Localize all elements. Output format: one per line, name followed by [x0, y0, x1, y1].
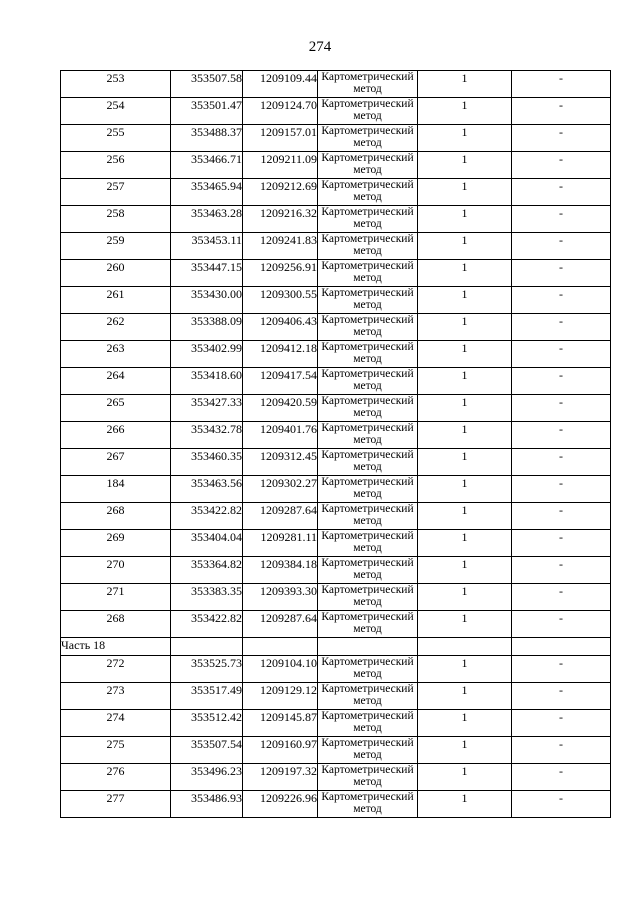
table-row	[61, 287, 611, 314]
table-row	[61, 206, 611, 233]
description-cell: -	[512, 206, 611, 233]
table-row	[61, 530, 611, 557]
description-cell: -	[512, 233, 611, 260]
x-coordinate-cell: 353465.94	[171, 179, 243, 206]
description-cell: -	[512, 764, 611, 791]
y-coordinate-cell: 1209412.18	[243, 341, 318, 368]
accuracy-cell: 1	[418, 98, 512, 125]
coordinates-table-body	[61, 71, 611, 818]
table-row	[61, 71, 611, 98]
y-coordinate-cell: 1209109.44	[243, 71, 318, 98]
method-cell: Картометрический метод	[318, 584, 418, 611]
section-label: Часть 18	[61, 638, 171, 656]
table-row	[61, 341, 611, 368]
y-coordinate-cell: 1209281.11	[243, 530, 318, 557]
description-cell: -	[512, 656, 611, 683]
y-coordinate-cell: 1209401.76	[243, 422, 318, 449]
description-cell: -	[512, 314, 611, 341]
point-number-cell: 274	[61, 710, 171, 737]
accuracy-cell: 1	[418, 503, 512, 530]
accuracy-cell: 1	[418, 449, 512, 476]
x-coordinate-cell: 353507.54	[171, 737, 243, 764]
point-number-cell: 256	[61, 152, 171, 179]
x-coordinate-cell: 353453.11	[171, 233, 243, 260]
y-coordinate-cell: 1209406.43	[243, 314, 318, 341]
description-cell: -	[512, 710, 611, 737]
table-row	[61, 368, 611, 395]
accuracy-cell: 1	[418, 341, 512, 368]
description-cell: -	[512, 260, 611, 287]
method-cell: Картометрический метод	[318, 791, 418, 818]
table-row	[61, 557, 611, 584]
x-coordinate-cell: 353496.23	[171, 764, 243, 791]
accuracy-cell: 1	[418, 152, 512, 179]
x-coordinate-cell: 353517.49	[171, 683, 243, 710]
x-coordinate-cell: 353432.78	[171, 422, 243, 449]
empty-cell	[418, 638, 512, 656]
y-coordinate-cell: 1209226.96	[243, 791, 318, 818]
y-coordinate-cell: 1209129.12	[243, 683, 318, 710]
method-cell: Картометрический метод	[318, 233, 418, 260]
x-coordinate-cell: 353388.09	[171, 314, 243, 341]
x-coordinate-cell: 353364.82	[171, 557, 243, 584]
y-coordinate-cell: 1209160.97	[243, 737, 318, 764]
table-row	[61, 791, 611, 818]
point-number-cell: 275	[61, 737, 171, 764]
description-cell: -	[512, 98, 611, 125]
accuracy-cell: 1	[418, 557, 512, 584]
y-coordinate-cell: 1209287.64	[243, 503, 318, 530]
accuracy-cell: 1	[418, 476, 512, 503]
description-cell: -	[512, 71, 611, 98]
page-number: 274	[308, 39, 332, 55]
description-cell: -	[512, 683, 611, 710]
accuracy-cell: 1	[418, 611, 512, 638]
point-number-cell: 258	[61, 206, 171, 233]
x-coordinate-cell: 353422.82	[171, 611, 243, 638]
y-coordinate-cell: 1209157.01	[243, 125, 318, 152]
description-cell: -	[512, 737, 611, 764]
y-coordinate-cell: 1209104.10	[243, 656, 318, 683]
accuracy-cell: 1	[418, 71, 512, 98]
point-number-cell: 273	[61, 683, 171, 710]
accuracy-cell: 1	[418, 584, 512, 611]
point-number-cell: 254	[61, 98, 171, 125]
accuracy-cell: 1	[418, 530, 512, 557]
description-cell: -	[512, 791, 611, 818]
accuracy-cell: 1	[418, 368, 512, 395]
point-number-cell: 268	[61, 611, 171, 638]
point-number-cell: 267	[61, 449, 171, 476]
description-cell: -	[512, 557, 611, 584]
table-row	[61, 611, 611, 638]
point-number-cell: 266	[61, 422, 171, 449]
method-cell: Картометрический метод	[318, 710, 418, 737]
x-coordinate-cell: 353512.42	[171, 710, 243, 737]
coordinates-table	[60, 70, 611, 818]
point-number-cell: 272	[61, 656, 171, 683]
y-coordinate-cell: 1209384.18	[243, 557, 318, 584]
method-cell: Картометрический метод	[318, 71, 418, 98]
point-number-cell: 270	[61, 557, 171, 584]
description-cell: -	[512, 287, 611, 314]
point-number-cell: 261	[61, 287, 171, 314]
table-row	[61, 764, 611, 791]
accuracy-cell: 1	[418, 656, 512, 683]
point-number-cell: 259	[61, 233, 171, 260]
method-cell: Картометрический метод	[318, 179, 418, 206]
accuracy-cell: 1	[418, 710, 512, 737]
empty-cell	[318, 638, 418, 656]
point-number-cell: 269	[61, 530, 171, 557]
point-number-cell: 255	[61, 125, 171, 152]
method-cell: Картометрический метод	[318, 125, 418, 152]
method-cell: Картометрический метод	[318, 737, 418, 764]
x-coordinate-cell: 353507.58	[171, 71, 243, 98]
table-row	[61, 449, 611, 476]
point-number-cell: 268	[61, 503, 171, 530]
point-number-cell: 253	[61, 71, 171, 98]
point-number-cell: 276	[61, 764, 171, 791]
y-coordinate-cell: 1209300.55	[243, 287, 318, 314]
accuracy-cell: 1	[418, 683, 512, 710]
x-coordinate-cell: 353466.71	[171, 152, 243, 179]
y-coordinate-cell: 1209420.59	[243, 395, 318, 422]
section-header-row	[61, 638, 611, 656]
point-number-cell: 260	[61, 260, 171, 287]
point-number-cell: 265	[61, 395, 171, 422]
table-row	[61, 584, 611, 611]
x-coordinate-cell: 353418.60	[171, 368, 243, 395]
x-coordinate-cell: 353486.93	[171, 791, 243, 818]
y-coordinate-cell: 1209256.91	[243, 260, 318, 287]
accuracy-cell: 1	[418, 206, 512, 233]
method-cell: Картометрический метод	[318, 656, 418, 683]
description-cell: -	[512, 422, 611, 449]
x-coordinate-cell: 353383.35	[171, 584, 243, 611]
accuracy-cell: 1	[418, 287, 512, 314]
point-number-cell: 277	[61, 791, 171, 818]
description-cell: -	[512, 152, 611, 179]
y-coordinate-cell: 1209417.54	[243, 368, 318, 395]
accuracy-cell: 1	[418, 233, 512, 260]
table-row	[61, 98, 611, 125]
description-cell: -	[512, 341, 611, 368]
x-coordinate-cell: 353430.00	[171, 287, 243, 314]
y-coordinate-cell: 1209197.32	[243, 764, 318, 791]
method-cell: Картометрический метод	[318, 683, 418, 710]
method-cell: Картометрический метод	[318, 341, 418, 368]
method-cell: Картометрический метод	[318, 503, 418, 530]
x-coordinate-cell: 353447.15	[171, 260, 243, 287]
method-cell: Картометрический метод	[318, 422, 418, 449]
table-row	[61, 395, 611, 422]
point-number-cell: 262	[61, 314, 171, 341]
table-row	[61, 503, 611, 530]
description-cell: -	[512, 584, 611, 611]
method-cell: Картометрический метод	[318, 764, 418, 791]
x-coordinate-cell: 353460.35	[171, 449, 243, 476]
accuracy-cell: 1	[418, 125, 512, 152]
y-coordinate-cell: 1209287.64	[243, 611, 318, 638]
table-row	[61, 422, 611, 449]
table-row	[61, 656, 611, 683]
y-coordinate-cell: 1209393.30	[243, 584, 318, 611]
method-cell: Картометрический метод	[318, 557, 418, 584]
x-coordinate-cell: 353404.04	[171, 530, 243, 557]
point-number-cell: 257	[61, 179, 171, 206]
method-cell: Картометрический метод	[318, 395, 418, 422]
method-cell: Картометрический метод	[318, 98, 418, 125]
method-cell: Картометрический метод	[318, 611, 418, 638]
description-cell: -	[512, 503, 611, 530]
method-cell: Картометрический метод	[318, 368, 418, 395]
table-row	[61, 260, 611, 287]
accuracy-cell: 1	[418, 737, 512, 764]
x-coordinate-cell: 353463.28	[171, 206, 243, 233]
method-cell: Картометрический метод	[318, 287, 418, 314]
y-coordinate-cell: 1209145.87	[243, 710, 318, 737]
method-cell: Картометрический метод	[318, 449, 418, 476]
method-cell: Картометрический метод	[318, 152, 418, 179]
accuracy-cell: 1	[418, 260, 512, 287]
y-coordinate-cell: 1209302.27	[243, 476, 318, 503]
description-cell: -	[512, 449, 611, 476]
description-cell: -	[512, 530, 611, 557]
point-number-cell: 263	[61, 341, 171, 368]
table-row	[61, 314, 611, 341]
method-cell: Картометрический метод	[318, 260, 418, 287]
method-cell: Картометрический метод	[318, 530, 418, 557]
accuracy-cell: 1	[418, 764, 512, 791]
x-coordinate-cell: 353402.99	[171, 341, 243, 368]
empty-cell	[243, 638, 318, 656]
empty-cell	[171, 638, 243, 656]
x-coordinate-cell: 353501.47	[171, 98, 243, 125]
y-coordinate-cell: 1209312.45	[243, 449, 318, 476]
table-row	[61, 476, 611, 503]
accuracy-cell: 1	[418, 395, 512, 422]
y-coordinate-cell: 1209241.83	[243, 233, 318, 260]
x-coordinate-cell: 353427.33	[171, 395, 243, 422]
y-coordinate-cell: 1209211.09	[243, 152, 318, 179]
point-number-cell: 184	[61, 476, 171, 503]
x-coordinate-cell: 353488.37	[171, 125, 243, 152]
description-cell: -	[512, 395, 611, 422]
table-row	[61, 233, 611, 260]
point-number-cell: 264	[61, 368, 171, 395]
y-coordinate-cell: 1209124.70	[243, 98, 318, 125]
y-coordinate-cell: 1209216.32	[243, 206, 318, 233]
table-row	[61, 152, 611, 179]
accuracy-cell: 1	[418, 791, 512, 818]
description-cell: -	[512, 125, 611, 152]
method-cell: Картометрический метод	[318, 476, 418, 503]
method-cell: Картометрический метод	[318, 206, 418, 233]
table-row	[61, 710, 611, 737]
method-cell: Картометрический метод	[318, 314, 418, 341]
empty-cell	[512, 638, 611, 656]
x-coordinate-cell: 353463.56	[171, 476, 243, 503]
accuracy-cell: 1	[418, 179, 512, 206]
x-coordinate-cell: 353422.82	[171, 503, 243, 530]
table-row	[61, 179, 611, 206]
point-number-cell: 271	[61, 584, 171, 611]
accuracy-cell: 1	[418, 422, 512, 449]
description-cell: -	[512, 179, 611, 206]
table-row	[61, 737, 611, 764]
table-row	[61, 125, 611, 152]
description-cell: -	[512, 368, 611, 395]
y-coordinate-cell: 1209212.69	[243, 179, 318, 206]
x-coordinate-cell: 353525.73	[171, 656, 243, 683]
table-row	[61, 683, 611, 710]
accuracy-cell: 1	[418, 314, 512, 341]
description-cell: -	[512, 476, 611, 503]
description-cell: -	[512, 611, 611, 638]
